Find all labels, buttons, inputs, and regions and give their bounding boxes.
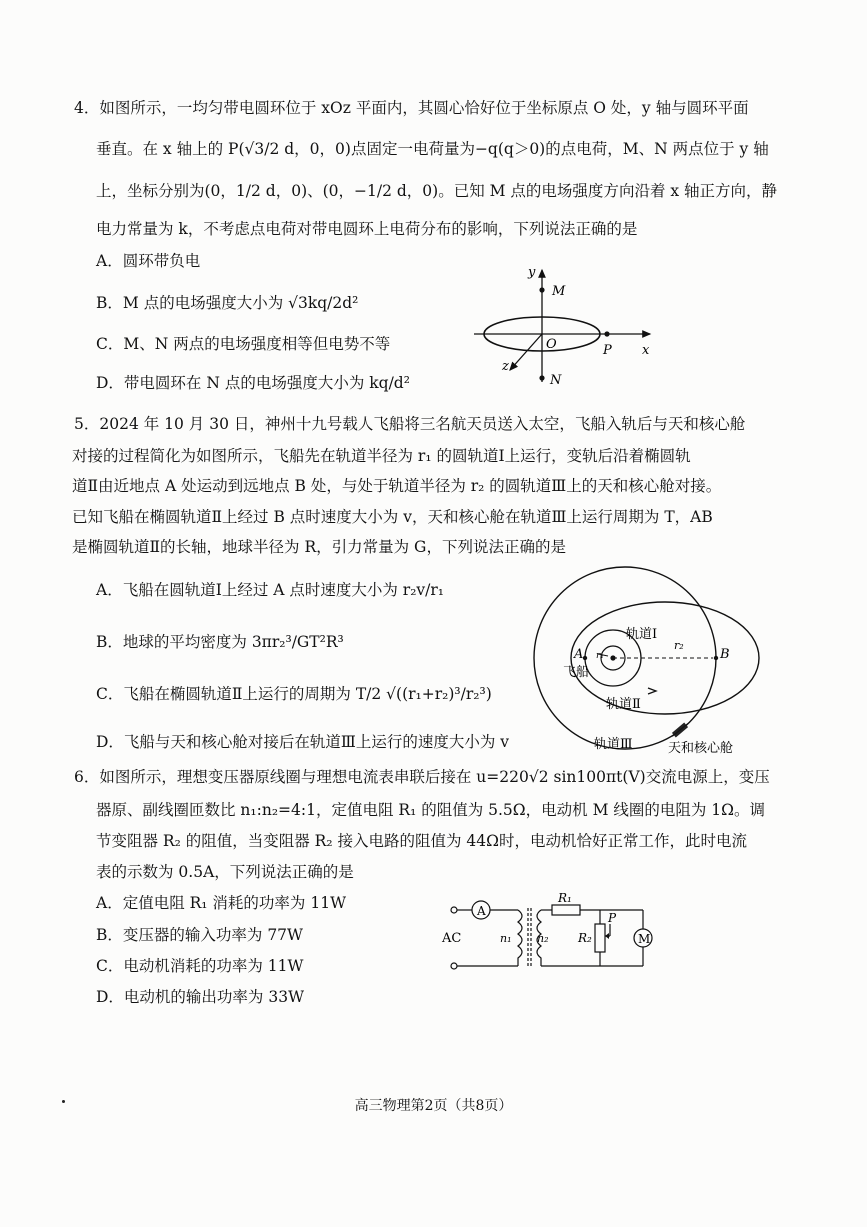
q4-ring-figure [470, 262, 670, 390]
label-r1: R₁ [558, 891, 572, 905]
label-y: y [528, 265, 536, 280]
point-p [604, 331, 609, 336]
q4-option-c: C．M、N 两点的电场强度相等但电势不等 [96, 335, 391, 353]
label-n2: n₂ [537, 932, 549, 945]
label-p: P [603, 343, 612, 358]
label-n: N [550, 373, 562, 388]
q5-line-2: 对接的过程简化为如图所示，飞船先在轨道半径为 r₁ 的圆轨道Ⅰ上运行，变轨后沿着椭圆轨 [72, 447, 691, 465]
q4-line-1: 4．如图所示，一均匀带电圆环位于 xOz 平面内，其圆心恰好位于坐标原点 O 处，y 轴与圆环平面 [74, 99, 749, 117]
q6-line-3: 节变阻器 R₂ 的阻值，当变阻器 R₂ 接入电路的阻值为 44Ω时，电动机恰好正常工作，此时电流 [96, 832, 747, 850]
point-b [714, 656, 718, 660]
q5-option-d: D．飞船与天和核心舱对接后在轨道Ⅲ上运行的速度大小为 v [96, 733, 510, 751]
label-ship: 飞船 [563, 665, 590, 680]
q5-line-5: 是椭圆轨道Ⅱ的长轴，地球半径为 R，引力常量为 G，下列说法正确的是 [72, 538, 566, 556]
q5-line-3: 道Ⅱ由近地点 A 处运动到远地点 B 处，与处于轨道半径为 r₂ 的圆轨道Ⅲ上的天和核心舱对接。 [72, 477, 722, 495]
label-n1: n₁ [500, 932, 512, 945]
label-r2: r₂ [674, 639, 684, 652]
resistor-r2 [595, 924, 605, 952]
page-footer: 高三物理第2页（共8页） [354, 1098, 513, 1114]
q5-orbit-figure [508, 566, 778, 762]
q4-line-4: 电力常量为 k，不考虑点电荷对带电圆环上电荷分布的影响，下列说法正确的是 [96, 220, 638, 238]
label-orbit-2: 轨道Ⅱ [606, 697, 641, 712]
q5-line-1: 5．2024 年 10 月 30 日，神州十九号载人飞船将三名航天员送入太空，飞船入轨后与天和核心舱 [74, 415, 746, 433]
label-r1: r₁ [596, 651, 604, 661]
orbit-2-direction-arrow [648, 688, 656, 694]
terminal-bottom [451, 963, 457, 969]
label-o: O [546, 337, 557, 352]
q4-option-b: B．M 点的电场强度大小为 √3kq/2d² [96, 294, 359, 312]
q6-option-c: C．电动机消耗的功率为 11W [96, 957, 304, 975]
station-icon [670, 721, 689, 738]
label-a: A [574, 647, 584, 662]
q5-option-b: B．地球的平均密度为 3πr₂³/GT²R³ [96, 633, 344, 651]
terminal-top [451, 907, 457, 913]
q4-option-a: A．圆环带负电 [96, 252, 201, 270]
point-n [539, 375, 544, 380]
q5-line-4: 已知飞船在椭圆轨道Ⅱ上经过 B 点时速度大小为 v，天和核心舱在轨道Ⅲ上运行周期为 T，AB [72, 508, 713, 526]
q6-option-a: A．定值电阻 R₁ 消耗的功率为 11W [96, 894, 347, 912]
label-ac: AC [442, 931, 462, 946]
q5-option-a: A．飞船在圆轨道Ⅰ上经过 A 点时速度大小为 r₂v/r₁ [96, 581, 445, 599]
label-orbit-1: 轨道Ⅰ [626, 627, 658, 642]
label-ammeter: A [477, 904, 486, 918]
point-a [583, 656, 587, 660]
q6-option-d: D．电动机的输出功率为 33W [96, 988, 305, 1006]
q6-line-4: 表的示数为 0.5A，下列说法正确的是 [96, 863, 354, 881]
q6-line-1: 6．如图所示，理想变压器原线圈与理想电流表串联后接在 u=220√2 sin100πt(V)交流电源上，变压 [74, 768, 770, 786]
label-station: 天和核心舱 [668, 741, 734, 756]
label-z: z [502, 359, 509, 374]
q4-line-3: 上，坐标分别为(0，1/2 d，0)、(0，−1/2 d，0)。已知 M 点的电场强度方向沿着 x 轴正方向，静 [96, 182, 778, 200]
resistor-r1 [552, 905, 580, 915]
label-m: M [552, 284, 566, 299]
q4-line-2: 垂直。在 x 轴上的 P(√3/2 d，0，0)点固定一电荷量为−q(q＞0)的点电荷，M、N 两点位于 y 轴 [96, 140, 769, 158]
point-m [539, 287, 544, 292]
primary-coil [518, 910, 522, 966]
z-axis [510, 334, 542, 370]
label-motor: M [638, 932, 651, 946]
q6-line-2: 器原、副线圈匝数比 n₁:n₂=4:1，定值电阻 R₁ 的阻值为 5.5Ω，电动机 M 线圈的电阻为 1Ω。调 [96, 801, 766, 819]
q6-option-b: B．变压器的输入功率为 77W [96, 926, 303, 944]
label-p: P [608, 911, 617, 925]
q4-option-d: D．带电圆环在 N 点的电场强度大小为 kq/d² [96, 374, 410, 392]
q6-circuit-figure [438, 890, 664, 978]
label-x: x [642, 343, 650, 358]
label-orbit-3: 轨道Ⅲ [594, 737, 633, 752]
q5-option-c: C．飞船在椭圆轨道Ⅱ上运行的周期为 T/2 √((r₁+r₂)³/r₂³) [96, 685, 492, 703]
label-r2: R₂ [578, 931, 592, 945]
label-b: B [720, 647, 730, 662]
